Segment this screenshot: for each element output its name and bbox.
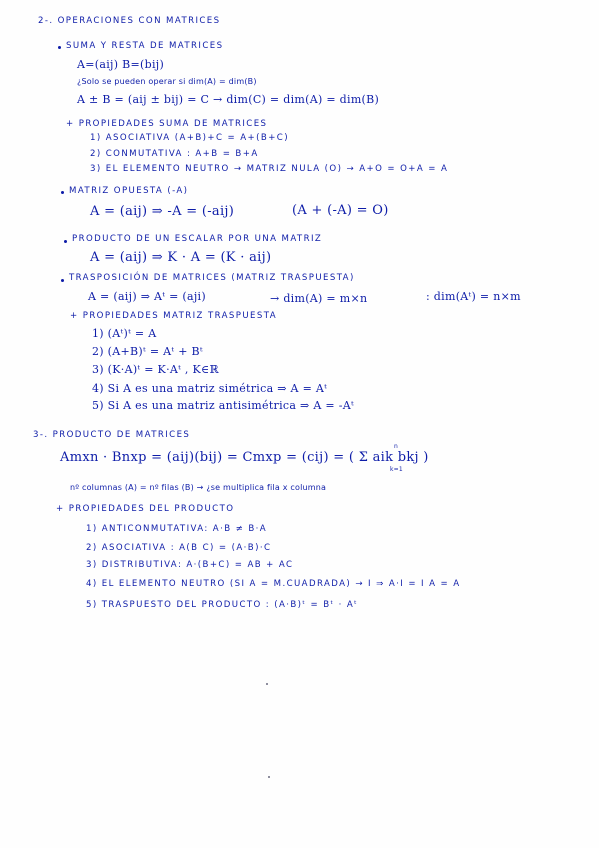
bullet-dot <box>64 240 67 243</box>
prop-producto-item-2: 2) ASOCIATIVA : A(B C) = (A·B)·C <box>86 543 272 553</box>
prop-producto-item-4: 4) EL ELEMENTO NEUTRO (SI A = M.CUADRADA) → I ⇒ A·I = I A = A <box>86 579 461 589</box>
scan-speck <box>266 683 268 685</box>
prop-suma-heading: + PROPIEDADES SUMA DE MATRICES <box>66 119 268 129</box>
suma-line-1: A=(aij) B=(bij) <box>77 58 165 71</box>
opuesta-line: A = (aij) ⇒ -A = (-aij) <box>90 204 235 219</box>
escalar-line: A = (aij) ⇒ K · A = (K · aij) <box>90 250 272 265</box>
suma-line-3: A ± B = (aij ± bij) = C → dim(C) = dim(A) = dim(B) <box>77 93 380 106</box>
prop-suma-item-1: 1) ASOCIATIVA (A+B)+C = A+(B+C) <box>90 133 289 143</box>
prop-producto-item-1: 1) ANTICONMUTATIVA: A·B ≠ B·A <box>86 524 268 534</box>
prop-trasp-item-3: 3) (K·A)ᵗ = K·Aᵗ , K∈ℝ <box>92 363 219 376</box>
bullet-dot <box>58 46 61 49</box>
section-3-title: 3-. PRODUCTO DE MATRICES <box>33 430 191 440</box>
traspuesta-line: A = (aij) ⇒ Aᵗ = (aji) <box>88 290 206 303</box>
scan-speck <box>268 776 270 778</box>
sum-upper-limit: n <box>394 443 399 450</box>
prop-producto-item-3: 3) DISTRIBUTIVA: A·(B+C) = AB + AC <box>86 560 294 570</box>
prop-trasp-item-1: 1) (Aᵗ)ᵗ = A <box>92 327 157 340</box>
suma-line-2: ¿Solo se pueden operar si dim(A) = dim(B) <box>77 77 257 86</box>
prop-trasp-item-5: 5) Si A es una matriz antisimétrica ⇒ A = -Aᵗ <box>92 399 354 412</box>
bullet-dot <box>61 279 64 282</box>
traspuesta-dim-a: → dim(A) = m×n <box>270 292 368 305</box>
bullet-dot <box>61 191 64 194</box>
escalar-heading: PRODUCTO DE UN ESCALAR POR UNA MATRIZ <box>72 234 323 244</box>
section-2-title: 2-. OPERACIONES CON MATRICES <box>38 16 221 26</box>
opuesta-aside: (A + (-A) = O) <box>292 203 389 218</box>
opuesta-heading: MATRIZ OPUESTA (-A) <box>69 186 189 196</box>
prop-suma-item-3: 3) EL ELEMENTO NEUTRO → MATRIZ NULA (O) → A+O = O+A = A <box>90 164 449 174</box>
prop-trasp-heading: + PROPIEDADES MATRIZ TRASPUESTA <box>70 311 277 321</box>
product-formula: Amxn · Bnxp = (aij)(bij) = Cmxp = (cij) = ( Σ aik bkj ) <box>60 450 429 465</box>
traspuesta-heading: TRASPOSICIÓN DE MATRICES (MATRIZ TRASPUESTA) <box>69 273 355 283</box>
prop-producto-item-5: 5) TRASPUESTO DEL PRODUCTO : (A·B)ᵗ = Bᵗ · Aᵗ <box>86 600 359 610</box>
traspuesta-dim-at: : dim(Aᵗ) = n×m <box>426 290 521 303</box>
prop-trasp-item-2: 2) (A+B)ᵗ = Aᵗ + Bᵗ <box>92 345 203 358</box>
product-condition-note: nº columnas (A) = nº filas (B) → ¿se multiplica fila x columna <box>70 483 327 492</box>
prop-suma-item-2: 2) CONMUTATIVA : A+B = B+A <box>90 149 259 159</box>
prop-producto-heading: + PROPIEDADES DEL PRODUCTO <box>56 504 235 514</box>
suma-heading: SUMA Y RESTA DE MATRICES <box>66 41 224 51</box>
prop-trasp-item-4: 4) Si A es una matriz simétrica ⇒ A = Aᵗ <box>92 382 328 395</box>
sum-lower-limit: k=1 <box>390 466 403 473</box>
